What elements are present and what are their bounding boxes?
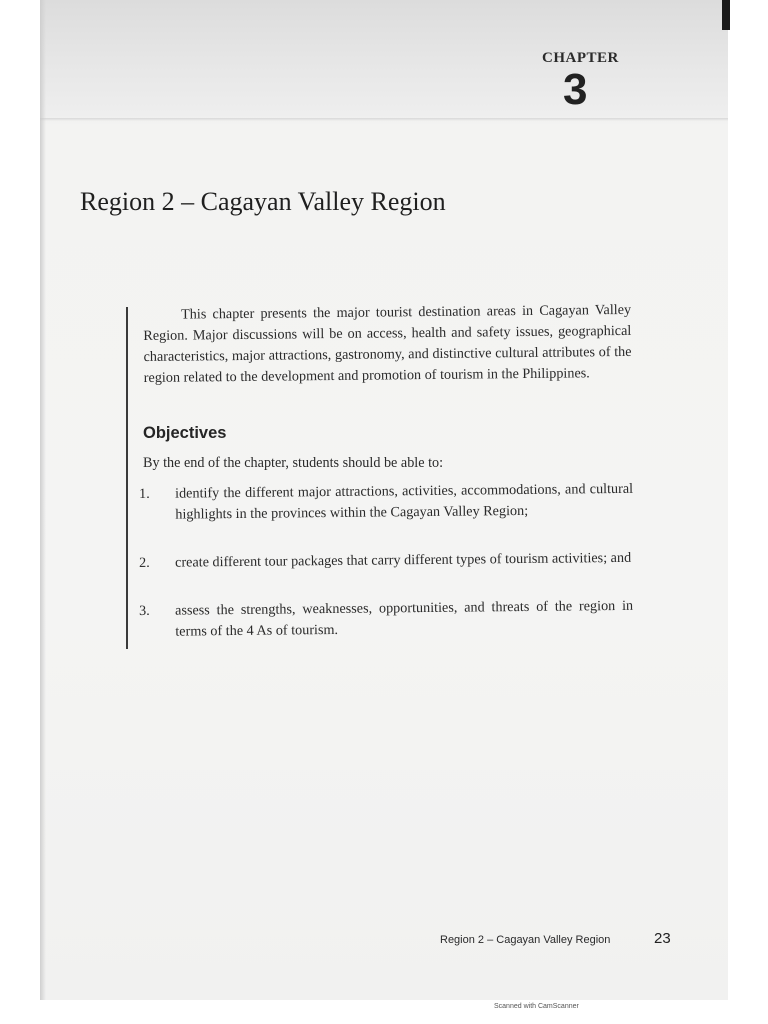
chapter-label: CHAPTER — [542, 50, 619, 66]
page-gutter-shadow — [40, 0, 46, 1000]
objective-number: 2. — [139, 554, 150, 571]
objectives-heading: Objectives — [143, 424, 227, 442]
objective-item — [139, 479, 633, 526]
objective-number: 1. — [139, 485, 150, 502]
intro-paragraph: This chapter presents the major tourist destination areas in Cagayan Valley Region. Major discussions will be on access, health and safety issues, geographical characteristics, major attractions, gastronomy, and distinctive cultural attributes of the region related to the development and promotion of tourism in the Philippines. — [143, 301, 632, 386]
objective-text: assess the strengths, weaknesses, opportunities, and threats of the region in terms of the 4 As of tourism. — [175, 597, 634, 640]
objectives-lead: By the end of the chapter, students should be able to: — [143, 455, 444, 471]
objective-item — [139, 596, 633, 643]
objective-text: identify the different major attractions, activities, accommodations, and cultural highlights in the provinces within the Cagayan Valley Region; — [175, 480, 634, 523]
page-corner-shadow — [722, 0, 730, 30]
header-band-edge — [40, 118, 728, 121]
chapter-number: 3 — [563, 65, 588, 114]
scanner-watermark: Scanned with CamScanner — [494, 1003, 579, 1010]
chapter-title: Region 2 – Cagayan Valley Region — [80, 187, 446, 216]
objective-text: create different tour packages that carry different types of tourism activities; and — [175, 549, 632, 571]
section-left-rule — [126, 307, 128, 649]
page-number: 23 — [654, 930, 671, 947]
objective-number: 3. — [139, 602, 150, 619]
running-footer-title: Region 2 – Cagayan Valley Region — [440, 934, 611, 946]
